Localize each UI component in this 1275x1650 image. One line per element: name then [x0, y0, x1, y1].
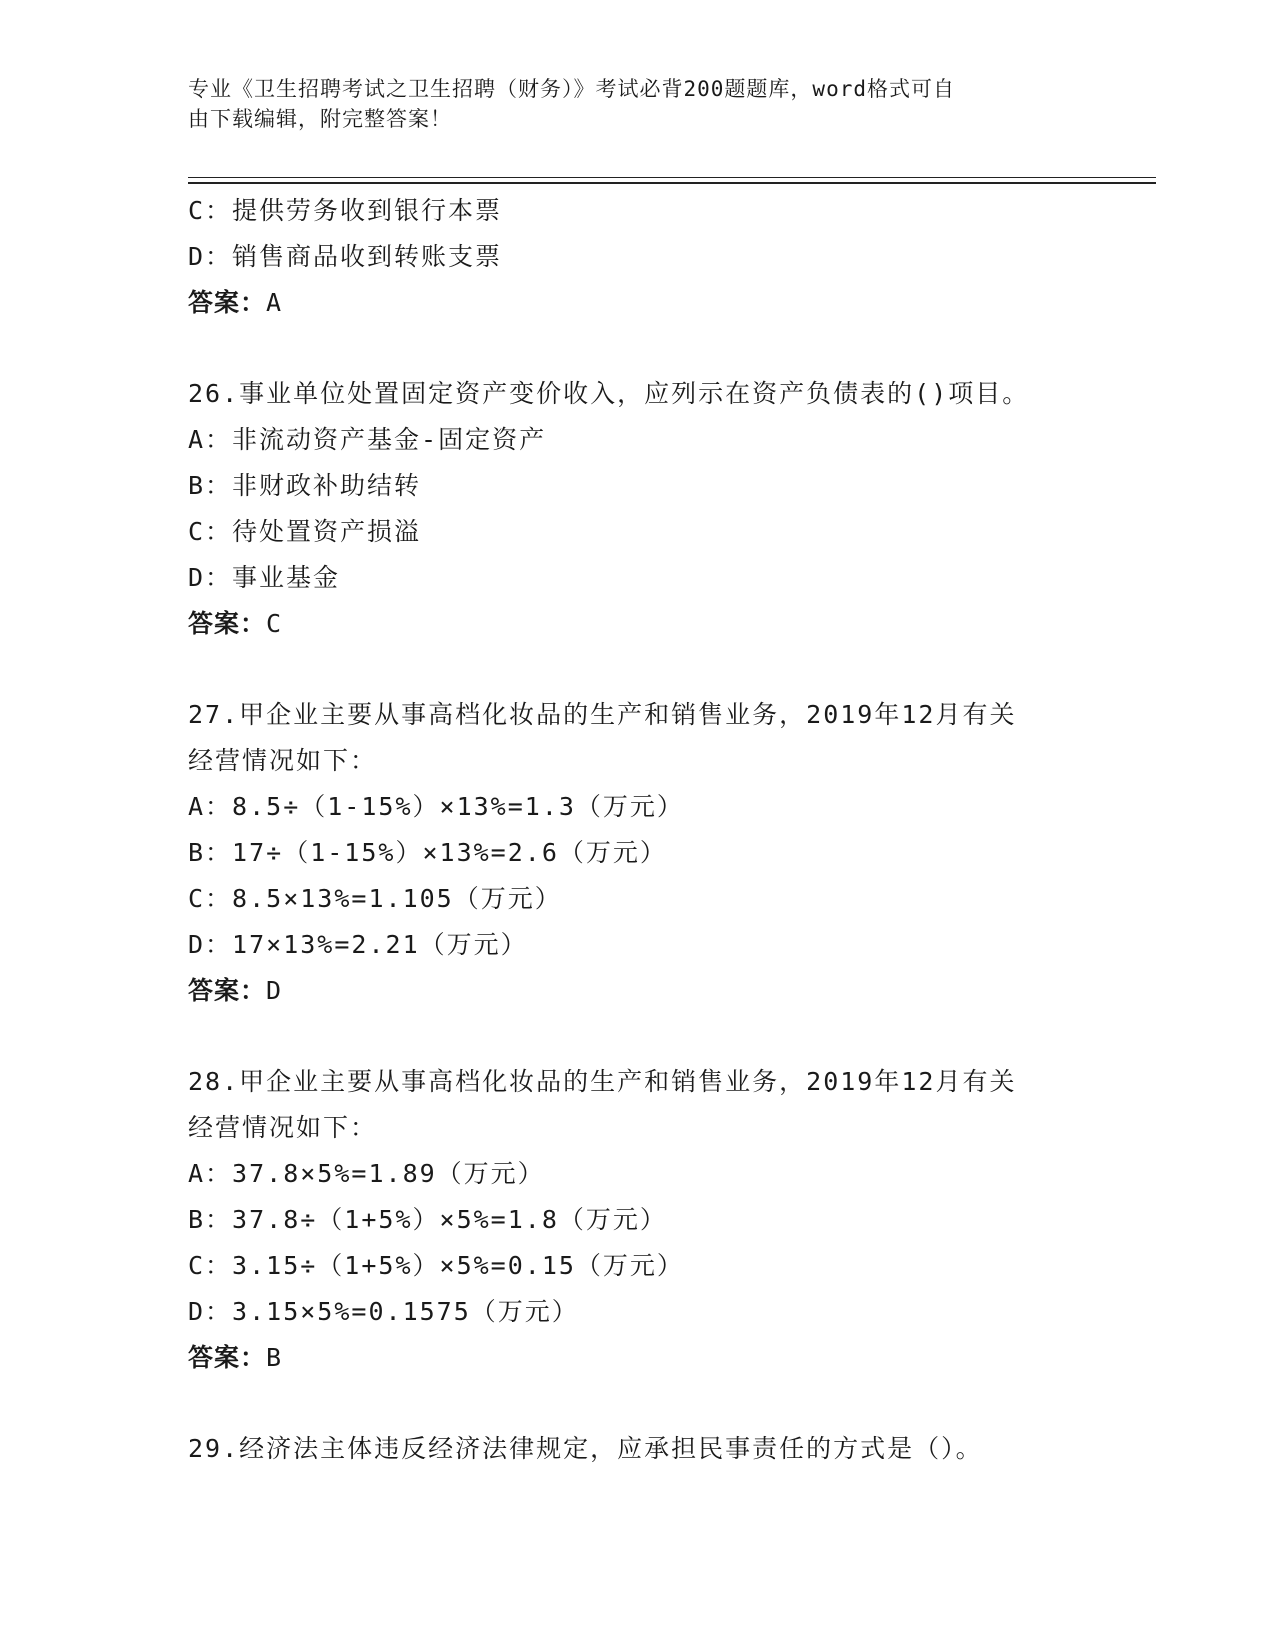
- answer-value: C: [266, 609, 283, 638]
- option-b: B：37.8÷（1+5%）×5%=1.8（万元）: [188, 1205, 667, 1234]
- option-d: D：事业基金: [188, 563, 341, 592]
- question-25: [188, 188, 1088, 326]
- answer-label: 答案：: [188, 288, 267, 317]
- option-c: C：8.5×13%=1.105（万元）: [188, 884, 562, 913]
- option-c: C：待处置资产损溢: [188, 517, 422, 546]
- option-b: B：17÷（1-15%）×13%=2.6（万元）: [188, 838, 667, 867]
- header-line-1: 专业《卫生招聘考试之卫生招聘（财务）》考试必背200题题库，word格式可自: [188, 77, 955, 101]
- question-list: [188, 188, 1088, 1472]
- question-29: [188, 1426, 1088, 1472]
- document-header: [188, 74, 1068, 134]
- question-28: [188, 1059, 1088, 1381]
- question-27: [188, 692, 1088, 1014]
- option-b: B：非财政补助结转: [188, 471, 422, 500]
- question-stem: 29.经济法主体违反经济法律规定，应承担民事责任的方式是（）。: [188, 1434, 983, 1463]
- answer: [188, 968, 1088, 1014]
- question-26: [188, 371, 1088, 647]
- option-a: A：8.5÷（1-15%）×13%=1.3（万元）: [188, 792, 684, 821]
- header-line-2: 由下载编辑，附完整答案！: [188, 107, 452, 131]
- question-stem-line-1: 27.甲企业主要从事高档化妆品的生产和销售业务，2019年12月有关: [188, 700, 1017, 729]
- answer-label: 答案：: [188, 609, 267, 638]
- question-stem: 26.事业单位处置固定资产变价收入，应列示在资产负债表的()项目。: [188, 379, 1030, 408]
- option-d: D：3.15×5%=0.1575（万元）: [188, 1297, 579, 1326]
- option-a: A：37.8×5%=1.89（万元）: [188, 1159, 545, 1188]
- header-divider-thick: [188, 182, 1156, 184]
- answer-value: B: [266, 1343, 283, 1372]
- header-divider-thin: [188, 177, 1156, 178]
- question-stem-line-2: 经营情况如下：: [188, 1113, 378, 1142]
- question-stem-line-1: 28.甲企业主要从事高档化妆品的生产和销售业务，2019年12月有关: [188, 1067, 1017, 1096]
- option-c: C：提供劳务收到银行本票: [188, 196, 503, 225]
- answer-label: 答案：: [188, 1343, 267, 1372]
- option-d: D：17×13%=2.21（万元）: [188, 930, 528, 959]
- answer: [188, 280, 1088, 326]
- answer: [188, 601, 1088, 647]
- question-stem-line-2: 经营情况如下：: [188, 746, 378, 775]
- answer-value: A: [266, 288, 283, 317]
- answer: [188, 1335, 1088, 1381]
- option-c: C：3.15÷（1+5%）×5%=0.15（万元）: [188, 1251, 684, 1280]
- option-d: D：销售商品收到转账支票: [188, 242, 503, 271]
- answer-label: 答案：: [188, 976, 267, 1005]
- answer-value: D: [266, 976, 283, 1005]
- option-a: A：非流动资产基金-固定资产: [188, 425, 547, 454]
